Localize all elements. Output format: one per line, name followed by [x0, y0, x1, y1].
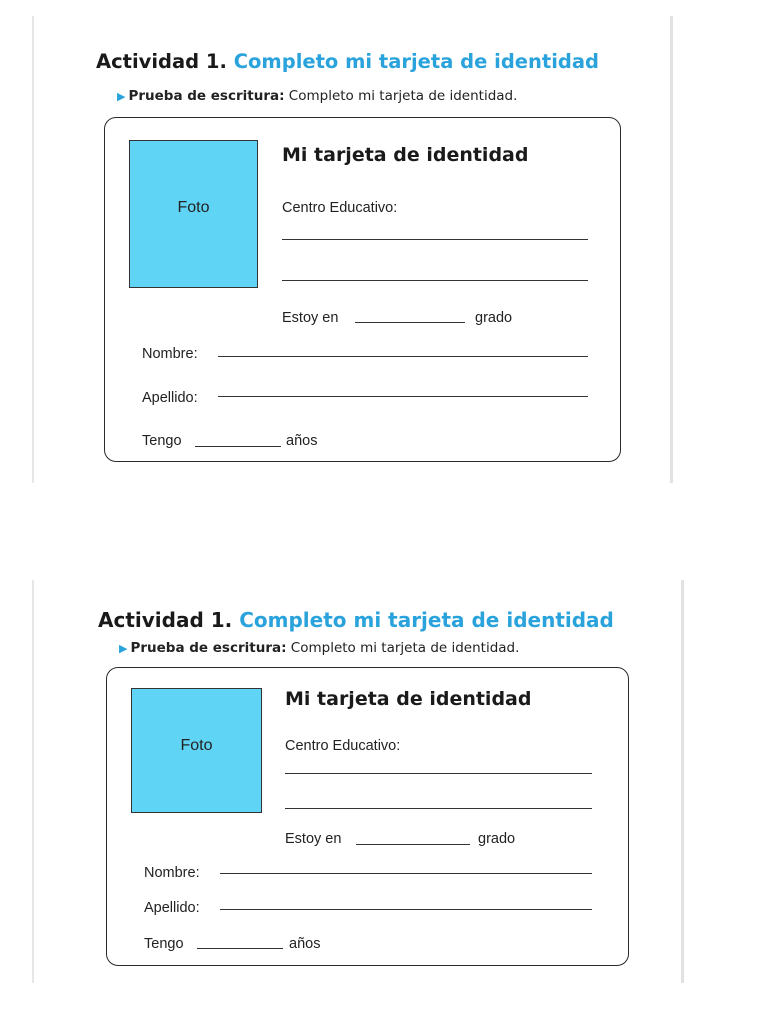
age-line[interactable]: [195, 446, 281, 447]
card-title: Mi tarjeta de identidad: [285, 688, 532, 710]
triangle-icon: ▶: [119, 642, 128, 655]
activity-title-text: Completo mi tarjeta de identidad: [239, 608, 614, 632]
school-line-1[interactable]: [282, 239, 588, 240]
school-label: Centro Educativo:: [282, 200, 398, 216]
name-label: Nombre:: [142, 346, 198, 362]
subtitle-label: Prueba de escritura:: [130, 640, 287, 656]
grade-before-label: Estoy en: [282, 310, 339, 326]
name-line[interactable]: [220, 873, 592, 874]
activity-title: [96, 50, 599, 73]
photo-box: [131, 688, 262, 813]
grade-after-label: grado: [475, 310, 513, 326]
age-before-label: Tengo: [144, 936, 184, 952]
identity-card: [104, 117, 621, 462]
name-label: Nombre:: [144, 865, 200, 881]
panel-edge: [670, 16, 673, 483]
grade-before-label: Estoy en: [285, 831, 342, 847]
subtitle-label: Prueba de escritura:: [128, 88, 285, 104]
activity-title-text: Completo mi tarjeta de identidad: [233, 50, 599, 73]
worksheet-panel-2: [32, 580, 684, 983]
school-line-2[interactable]: [285, 808, 592, 809]
panel-edge: [32, 16, 34, 483]
card-title: Mi tarjeta de identidad: [282, 144, 529, 166]
subtitle-text: Completo mi tarjeta de identidad.: [290, 640, 520, 656]
activity-prefix: Actividad 1.: [96, 50, 227, 73]
surname-line[interactable]: [218, 396, 588, 397]
worksheet-panel-1: [32, 16, 673, 483]
grade-line[interactable]: [355, 322, 465, 323]
age-line[interactable]: [197, 948, 283, 949]
age-before-label: Tengo: [142, 433, 182, 449]
grade-after-label: grado: [478, 831, 516, 847]
activity-subtitle: [117, 88, 517, 104]
name-line[interactable]: [218, 356, 588, 357]
photo-box: [129, 140, 258, 288]
photo-label: Foto: [177, 199, 210, 216]
grade-line[interactable]: [356, 844, 470, 845]
photo-label: Foto: [180, 737, 213, 754]
triangle-icon: ▶: [117, 90, 126, 103]
activity-subtitle: [119, 640, 519, 656]
surname-label: Apellido:: [142, 390, 198, 406]
surname-line[interactable]: [220, 909, 592, 910]
surname-label: Apellido:: [144, 900, 200, 916]
activity-title: [98, 608, 614, 632]
subtitle-text: Completo mi tarjeta de identidad.: [288, 88, 518, 104]
age-after-label: años: [289, 936, 321, 952]
panel-edge: [681, 580, 684, 983]
school-line-2[interactable]: [282, 280, 588, 281]
panel-edge: [32, 580, 34, 983]
age-after-label: años: [286, 433, 318, 449]
school-line-1[interactable]: [285, 773, 592, 774]
identity-card: [106, 667, 629, 966]
activity-prefix: Actividad 1.: [98, 608, 233, 632]
school-label: Centro Educativo:: [285, 738, 401, 754]
